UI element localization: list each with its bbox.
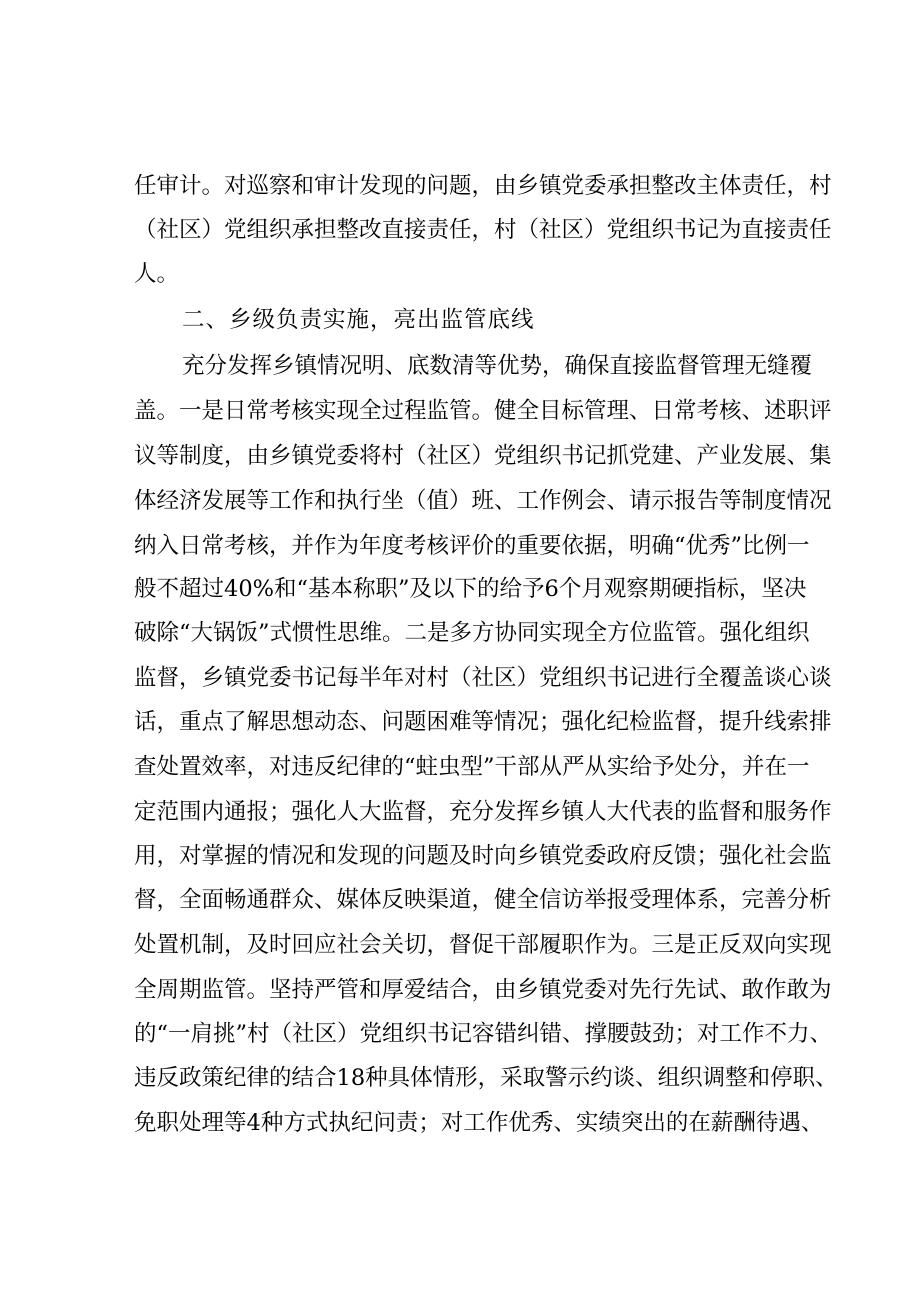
paragraph-line: 违反政策纪律的结合18种具体情形，采取警示约谈、组织调整和停职、 (134, 1065, 838, 1091)
paragraph-line: 监督，乡镇党委书记每半年对村（社区）党组织书记进行全覆盖谈心谈 (134, 665, 832, 691)
paragraph-line: 体经济发展等工作和执行坐（值）班、工作例会、请示报告等制度情况 (134, 488, 832, 514)
paragraph-line: 议等制度，由乡镇党委将村（社区）党组织书记抓党建、产业发展、集 (134, 443, 832, 469)
paragraph-line: 处置机制，及时回应社会关切，督促干部履职作为。三是正反双向实现 (134, 932, 832, 958)
paragraph-line: 盖。一是日常考核实现全过程监管。健全目标管理、日常考核、述职评 (134, 398, 832, 424)
paragraph-line: 查处置效率，对违反纪律的“蛀虫型”干部从严从实给予处分，并在一 (134, 754, 810, 780)
paragraph-line: 的“一肩挑”村（社区）党组织书记容错纠错、撑腰鼓劲；对工作不力、 (134, 1021, 833, 1047)
paragraph-line: 充分发挥乡镇情况明、底数清等优势，确保直接监督管理无缝覆 (182, 353, 813, 379)
paragraph-line: 免职处理等4种方式执纪问责；对工作优秀、实绩突出的在薪酬待遇、 (134, 1110, 824, 1136)
paragraph-line: 话，重点了解思想动态、问题困难等情况；强化纪检监督，提升线索排 (134, 709, 832, 735)
paragraph-line: 任审计。对巡察和审计发现的问题，由乡镇党委承担整改主体责任，村 (134, 173, 832, 199)
paragraph-line: 破除“大锅饭”式惯性思维。二是多方协同实现全方位监管。强化组织 (134, 620, 810, 646)
paragraph-line: 纳入日常考核，并作为年度考核评价的重要依据，明确“优秀”比例一 (134, 533, 810, 559)
paragraph-line: 督，全面畅通群众、媒体反映渠道，健全信访举报受理体系，完善分析 (134, 887, 832, 913)
paragraph-line: 人。 (134, 261, 180, 287)
paragraph-line: （社区）党组织承担整改直接责任，村（社区）党组织书记为直接责任 (134, 217, 832, 243)
paragraph-line: 定范围内通报；强化人大监督，充分发挥乡镇人大代表的监督和服务作 (134, 799, 832, 825)
paragraph-line: 全周期监管。坚持严管和厚爱结合，由乡镇党委对先行先试、敢作敢为 (134, 977, 832, 1003)
section-heading: 二、乡级负责实施，亮出监管底线 (182, 307, 535, 333)
paragraph-line: 用，对掌握的情况和发现的问题及时向乡镇党委政府反馈；强化社会监 (134, 843, 832, 869)
paragraph-line: 般不超过40%和“基本称职”及以下的给予6个月观察期硬指标，坚决 (134, 576, 807, 602)
